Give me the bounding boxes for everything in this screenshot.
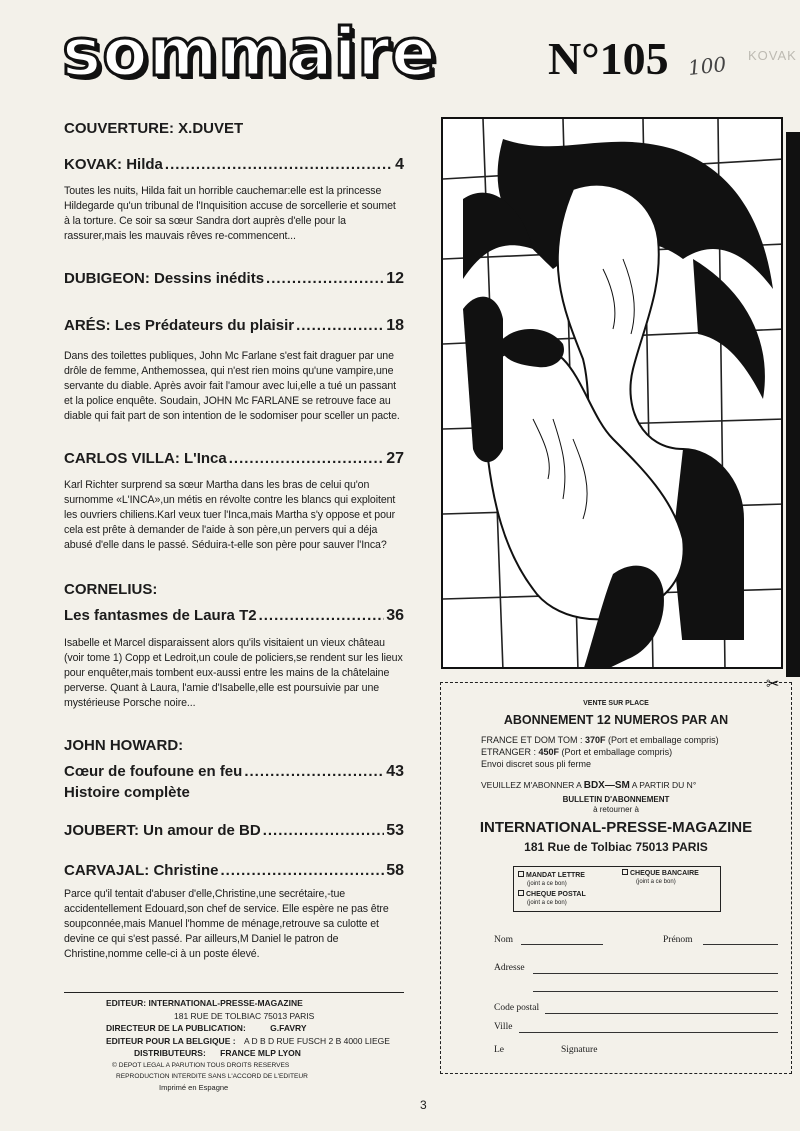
scissors-icon: ✂	[766, 676, 780, 693]
entry-title: DUBIGEON: Dessins inédits	[64, 270, 265, 287]
label-code-postal: Code postal	[494, 1003, 540, 1013]
field-ville[interactable]	[519, 1032, 778, 1033]
field-nom[interactable]	[521, 944, 603, 945]
illustration-art	[443, 119, 783, 669]
cover-illustration	[441, 117, 783, 669]
dot-leader	[220, 862, 384, 879]
editor-label: EDITEUR:	[106, 998, 147, 1008]
distributors-label: DISTRIBUTEURS:	[134, 1048, 206, 1058]
entry-page: 18	[386, 317, 404, 334]
dot-leader	[244, 763, 384, 780]
printed-in: Imprimé en Espagne	[159, 1082, 229, 1092]
entry-description: Isabelle et Marcel disparaissent alors qu'ils visitaient un vieux château (voir tome 1) Copp et Ledroit,un coule de policiers,se rendent sur les lieux pour enquêter,mais tombent eux-aussi entre les mains de la châtelaine perverse. Quant à Laura, l'amie d'Isabelle,elle est poursuivie par une mystérieuse Porsche noire...	[64, 637, 403, 709]
belgium-label: EDITEUR POUR LA BELGIQUE :	[106, 1035, 236, 1046]
page-edge-bar	[786, 132, 800, 677]
cover-credit: COUVERTURE: X.DUVET	[64, 120, 244, 137]
belgium-distributor: A D B D RUE FUSCH 2 B 4000 LIEGE	[243, 1035, 390, 1046]
payment-options	[513, 866, 721, 912]
option-cheque-postal[interactable]: CHEQUE POSTAL (joint a ce bon)	[518, 890, 586, 907]
toc-entry-cornelius	[64, 581, 404, 711]
bulletin-title: BULLETIN D'ABONNEMENT	[562, 795, 670, 804]
field-code-postal[interactable]	[545, 1013, 778, 1014]
bleed-through-text: KOVAK	[748, 48, 797, 63]
return-to: à retourner à	[593, 805, 639, 814]
label-prenom: Prénom	[663, 935, 693, 945]
entry-page: 27	[386, 450, 404, 467]
price-abroad: ETRANGER : 450F (Port et emballage compris)	[481, 747, 673, 757]
issue-number: N°105	[548, 33, 669, 84]
entry-subtitle: Histoire complète	[64, 784, 190, 801]
toc-entry-joubert	[64, 822, 404, 840]
entry-title: JOUBERT: Un amour de BD	[64, 822, 261, 839]
entry-page: 4	[395, 156, 404, 173]
entry-description: Dans des toilettes publiques, John Mc Farlane s'est fait draguer par une drôle de femme, Anthemossea, qui n'est rien moins qu'une vampire,une servante du diable. Après avoir fait l'amour avec lui,elle a tué un passant et la police enquête. Soudain, JOHN Mc FARLANE se retrouve face au diable qui fait part de son intention de le sodomiser pour sceller un pacte.	[64, 350, 400, 422]
label-date: Le	[494, 1045, 505, 1055]
toc-entry-john-howard	[64, 737, 404, 801]
editor-address: 181 RUE DE TOLBIAC 75013 PARIS	[174, 1010, 315, 1021]
dot-leader	[266, 270, 384, 287]
option-mandat[interactable]: MANDAT LETTRE (joint a ce bon)	[518, 871, 585, 888]
shipping-note: Envoi discret sous pli ferme	[481, 759, 592, 769]
entry-title: Cœur de foufoune en feu	[64, 763, 243, 780]
toc-entry-carvajal	[64, 862, 404, 962]
entry-description: Karl Richter surprend sa sœur Martha dans les bras de celui qu'on surnomme «L'INCA»,un métis en révolte contre les blancs qui exploitent les ouvriers chiliens.Karl veux tuer l'Inca,mais Martha s'y oppose et pour cela est prête à demander de l'aide à son père,un pervers qui a déja abusé d'elle dans le passé. Séduira-t-elle son père pour sauver l'Inca?	[64, 479, 396, 551]
subscribe-line: VEUILLEZ M'ABONNER A BDX—SM A PARTIR DU N°	[481, 780, 697, 791]
field-prenom[interactable]	[703, 944, 778, 945]
entry-title: CARLOS VILLA: L'Inca	[64, 450, 227, 467]
table-of-contents	[64, 120, 404, 962]
entry-page: 53	[386, 822, 404, 839]
page-number: 3	[420, 1098, 427, 1112]
legal-deposit: © DEPOT LEGAL A PARUTION TOUS DROITS RESERVES	[112, 1061, 290, 1069]
subscription-form	[440, 682, 792, 1074]
company-name: INTERNATIONAL-PRESSE-MAGAZINE	[479, 819, 753, 836]
toc-entry-carlos-villa	[64, 450, 404, 553]
label-adresse: Adresse	[494, 963, 525, 973]
director-name: G.FAVRY	[270, 1023, 307, 1033]
toc-entry-ares	[64, 317, 404, 424]
subscription-offer: ABONNEMENT 12 NUMEROS PAR AN	[503, 713, 729, 727]
entry-description: Toutes les nuits, Hilda fait un horrible cauchemar:elle est la princesse Hildegarde qu'un tribunal de l'Inquisition accuse de sorcellerie et soumet à la torture. Ce soir sa sœur Sandra dort auprès d'elle pour la rassurer,mais les mauvais rêves re-commencent...	[64, 185, 396, 242]
distributor-name: FRANCE MLP LYON	[220, 1048, 301, 1058]
reproduction-notice: REPRODUCTION INTERDITE SANS L'ACCORD DE L'EDITEUR	[116, 1072, 308, 1080]
entry-page: 43	[386, 763, 404, 780]
entry-page: 58	[386, 862, 404, 879]
checkbox[interactable]	[518, 890, 524, 896]
label-ville: Ville	[494, 1022, 513, 1032]
entry-title: CARVAJAL: Christine	[64, 862, 219, 879]
entry-title: ARÉS: Les Prédateurs du plaisir	[64, 317, 295, 334]
entry-description: Parce qu'il tentait d'abuser d'elle,Christine,une secrétaire,-tue accidentellement Edouard,son chef de service. Elle espère ne pas être soupconnée,mais Manuel l'homme de ménage,retrouve sa culotte et devine ce qui s'est passé. Par ailleurs,M Daniel le patron de Christine,nomme celle-ci à un poste élevé.	[64, 888, 389, 960]
label-nom: Nom	[494, 935, 513, 945]
entry-page: 36	[386, 607, 404, 624]
page-title: sommaire	[62, 14, 437, 91]
director-label: DIRECTEUR DE LA PUBLICATION:	[106, 1023, 246, 1033]
entry-author: CORNELIUS:	[64, 581, 158, 598]
toc-entry-dubigeon	[64, 270, 404, 288]
entry-title: KOVAK: Hilda	[64, 156, 163, 173]
entry-author: JOHN HOWARD:	[64, 737, 184, 754]
toc-entry-kovak	[64, 156, 404, 244]
dot-leader	[296, 317, 384, 334]
checkbox[interactable]	[622, 869, 628, 875]
label-signature: Signature	[561, 1045, 598, 1055]
publisher-credits	[64, 992, 404, 1093]
dot-leader	[259, 607, 385, 624]
handwritten-note: 100	[686, 52, 728, 80]
field-adresse-1[interactable]	[533, 973, 778, 974]
dot-leader	[263, 822, 385, 839]
entry-title: Les fantasmes de Laura T2	[64, 607, 257, 624]
entry-page: 12	[386, 270, 404, 287]
dot-leader	[229, 450, 384, 467]
checkbox[interactable]	[518, 871, 524, 877]
editor-name: INTERNATIONAL-PRESSE-MAGAZINE	[148, 998, 303, 1008]
dot-leader	[165, 156, 393, 173]
vente-sur-place: VENTE SUR PLACE	[583, 700, 649, 707]
field-adresse-2[interactable]	[533, 991, 778, 992]
option-cheque-bancaire[interactable]: CHEQUE BANCAIRE (joint a ce bon)	[622, 869, 699, 886]
price-france: FRANCE ET DOM TOM : 370F (Port et emballage compris)	[481, 735, 719, 745]
company-address: 181 Rue de Tolbiac 75013 PARIS	[524, 840, 708, 854]
